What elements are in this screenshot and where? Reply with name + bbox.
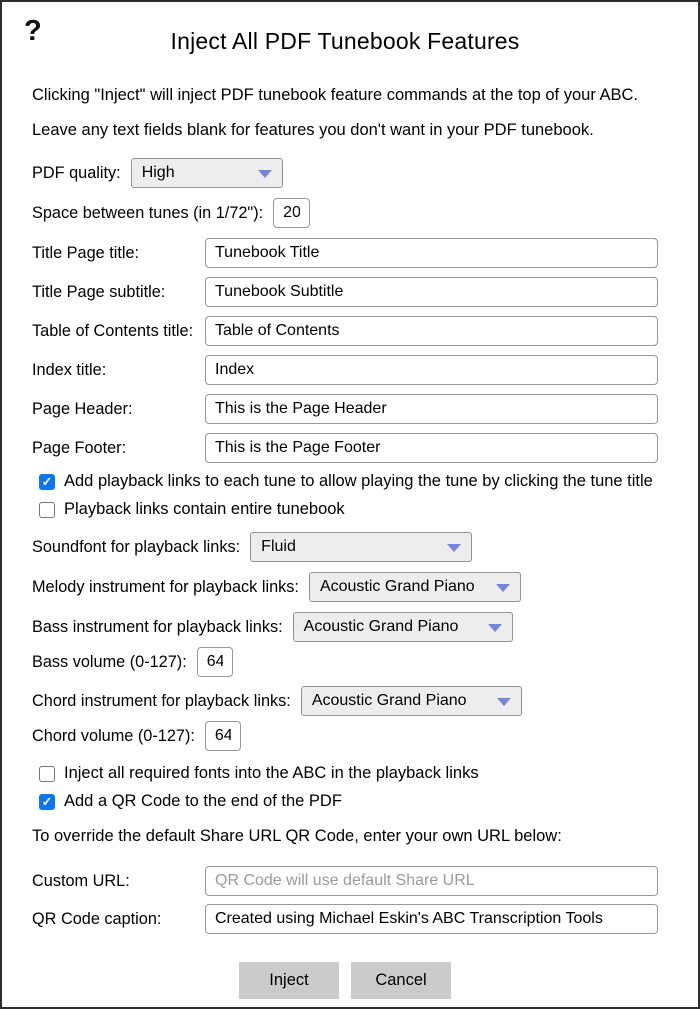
melody-instrument-value: Acoustic Grand Piano [319,578,475,596]
chevron-down-icon [258,170,272,178]
qr-override-note: To override the default Share URL QR Code, enter your own URL below: [32,827,562,846]
chord-instrument-value: Acoustic Grand Piano [311,692,467,710]
page-header-label: Page Header: [32,399,133,418]
page-header-row [32,394,658,424]
chevron-down-icon [497,698,511,706]
links-entire-tunebook-row [32,500,658,519]
pdf-quality-value: High [141,164,175,182]
bass-volume-input[interactable] [197,647,233,677]
bass-instrument-select[interactable] [293,612,513,642]
chevron-down-icon [496,584,510,592]
chord-instrument-row [32,686,658,716]
add-qr-code-label: Add a QR Code to the end of the PDF [64,792,342,811]
index-title-label: Index title: [32,360,107,379]
toc-title-row [32,316,658,346]
inject-fonts-row [32,764,658,783]
bass-instrument-value: Acoustic Grand Piano [303,618,459,636]
chord-volume-row [32,721,658,751]
index-title-row [32,355,658,385]
add-playback-links-label: Add playback links to each tune to allow playing the tune by clicking the tune title [64,472,653,491]
chord-volume-input[interactable] [205,721,241,751]
inject-button[interactable]: Inject [239,962,339,999]
tune-spacing-row [32,198,658,228]
links-entire-tunebook-label: Playback links contain entire tunebook [64,500,345,519]
qr-caption-row [32,904,658,934]
melody-instrument-row [32,572,658,602]
chord-instrument-select[interactable] [301,686,522,716]
melody-instrument-label: Melody instrument for playback links: [32,577,299,596]
toc-title-input[interactable] [205,316,658,346]
toc-title-label: Table of Contents title: [32,321,194,340]
title-page-subtitle-row [32,277,658,307]
chevron-down-icon [447,544,461,552]
checkmark-icon: ✓ [41,794,53,809]
add-playback-links-row [32,472,658,491]
melody-instrument-select[interactable] [309,572,521,602]
title-page-title-input[interactable] [205,238,658,268]
pdf-quality-label: PDF quality: [32,163,121,182]
tune-spacing-input[interactable] [273,198,310,228]
add-qr-code-checkbox[interactable] [39,794,55,810]
cancel-button[interactable]: Cancel [351,962,451,999]
links-entire-tunebook-checkbox[interactable] [39,502,55,518]
title-page-subtitle-input[interactable] [205,277,658,307]
page-footer-input[interactable] [205,433,658,463]
chord-volume-label: Chord volume (0-127): [32,726,195,745]
title-page-title-label: Title Page title: [32,243,140,262]
pdf-quality-row [32,158,658,188]
dialog-button-bar [32,962,658,999]
soundfont-row [32,532,658,562]
inject-fonts-checkbox[interactable] [39,766,55,782]
bass-volume-row [32,647,658,677]
bass-instrument-row [32,612,658,642]
intro-text-line2: Leave any text fields blank for features you don't want in your PDF tunebook. [32,121,594,140]
custom-url-input[interactable] [205,866,658,896]
page-footer-row [32,433,658,463]
pdf-quality-select[interactable] [131,158,283,188]
chevron-down-icon [488,624,502,632]
title-page-subtitle-label: Title Page subtitle: [32,282,166,301]
add-playback-links-checkbox[interactable] [39,474,55,490]
soundfont-value: Fluid [261,538,296,556]
help-icon[interactable]: ? [24,15,42,47]
bass-instrument-label: Bass instrument for playback links: [32,617,283,636]
title-page-title-row [32,238,658,268]
qr-caption-label: QR Code caption: [32,909,162,928]
qr-caption-input[interactable] [205,904,658,934]
intro-text-line1: Clicking "Inject" will inject PDF tunebook feature commands at the top of your ABC. [32,86,638,104]
checkmark-icon: ✓ [41,474,53,489]
add-qr-code-row [32,792,658,811]
index-title-input[interactable] [205,355,658,385]
tune-spacing-label: Space between tunes (in 1/72"): [32,203,264,222]
soundfont-select[interactable] [250,532,472,562]
custom-url-label: Custom URL: [32,871,130,890]
soundfont-label: Soundfont for playback links: [32,537,241,556]
inject-fonts-label: Inject all required fonts into the ABC in the playback links [64,764,479,783]
page-footer-label: Page Footer: [32,438,127,457]
chord-instrument-label: Chord instrument for playback links: [32,691,291,710]
custom-url-row [32,866,658,896]
page-header-input[interactable] [205,394,658,424]
dialog-title: Inject All PDF Tunebook Features [170,28,520,54]
bass-volume-label: Bass volume (0-127): [32,652,187,671]
